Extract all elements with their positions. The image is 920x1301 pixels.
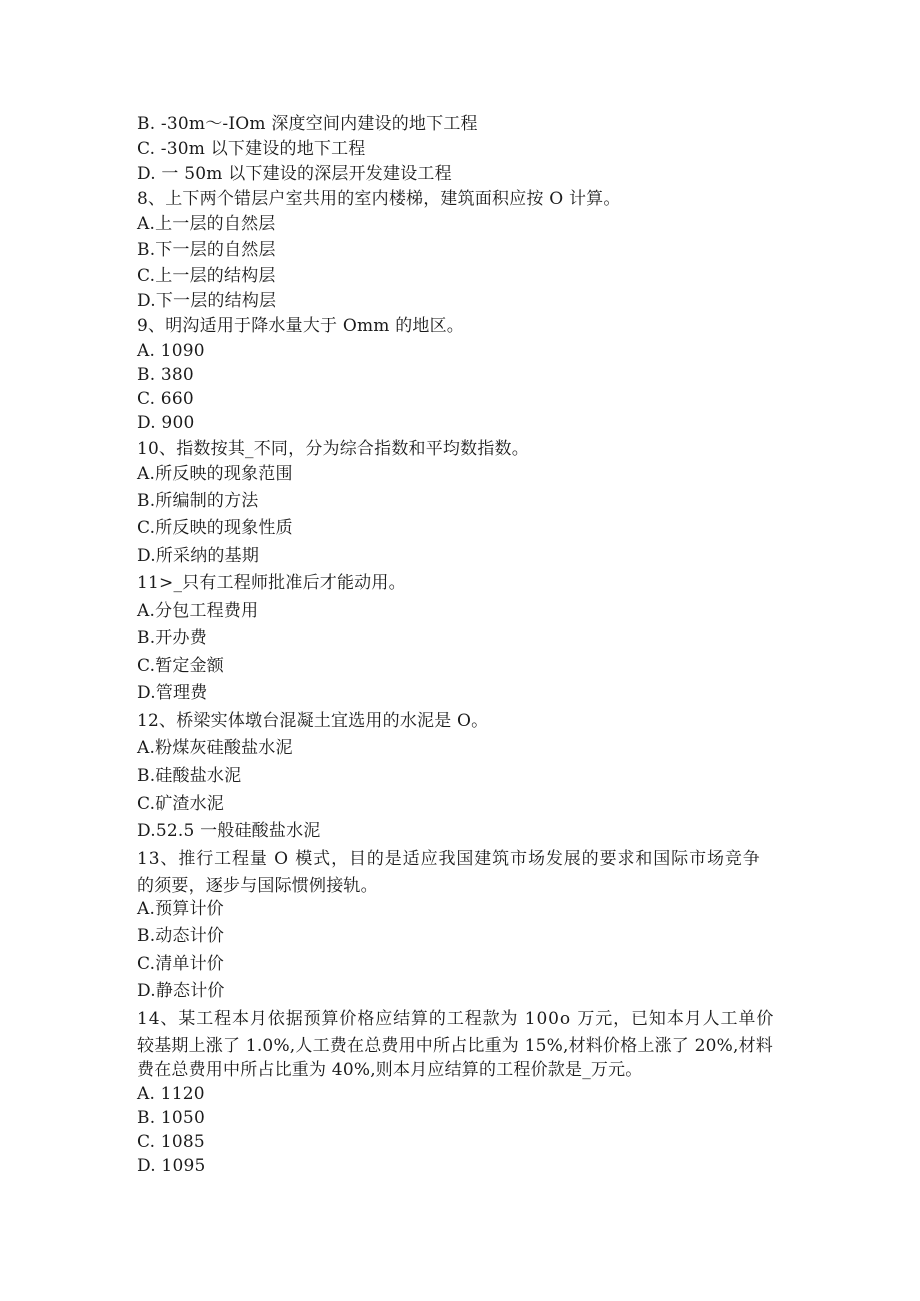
question-12: 12、桥梁实体墩台混凝土宜选用的水泥是 O。 bbox=[137, 711, 489, 731]
option-b-q9: B. 380 bbox=[137, 365, 194, 385]
option-b-q14: B. 1050 bbox=[137, 1108, 205, 1128]
option-a-q8: A.上一层的自然层 bbox=[137, 214, 276, 234]
question-13-line-2: 的须要，逐步与国际惯例接轨。 bbox=[137, 876, 378, 896]
option-a-q9: A. 1090 bbox=[137, 341, 205, 361]
question-9: 9、明沟适用于降水量大于 Omm 的地区。 bbox=[137, 316, 465, 336]
question-11: 11>_只有工程师批准后才能动用。 bbox=[137, 573, 406, 593]
option-d-q11: D.管理费 bbox=[137, 683, 208, 703]
question-14-line-3: 费在总费用中所占比重为 40%,则本月应结算的工程价款是_万元。 bbox=[137, 1060, 643, 1080]
option-c-q8: C.上一层的结构层 bbox=[137, 266, 276, 286]
option-a-q10: A.所反映的现象范围 bbox=[137, 464, 293, 484]
option-c-q7: C. -30m 以下建设的地下工程 bbox=[137, 139, 366, 159]
option-c-q13: C.清单计价 bbox=[137, 954, 225, 974]
option-d-q9: D. 900 bbox=[137, 413, 195, 433]
question-8: 8、上下两个错层户室共用的室内楼梯，建筑面积应按 O 计算。 bbox=[137, 189, 621, 209]
option-d-q7: D. 一 50m 以下建设的深层开发建设工程 bbox=[137, 164, 452, 184]
option-d-q8: D.下一层的结构层 bbox=[137, 291, 277, 311]
option-a-q12: A.粉煤灰硅酸盐水泥 bbox=[137, 738, 293, 758]
question-14-line-2: 较基期上涨了 1.0%,人工费在总费用中所占比重为 15%,材料价格上涨了 20%,材料 bbox=[137, 1036, 773, 1056]
question-13-line-1: 13、推行工程量 O 模式，目的是适应我国建筑市场发展的要求和国际市场竞争 bbox=[137, 849, 761, 869]
option-c-q9: C. 660 bbox=[137, 389, 194, 409]
option-c-q11: C.暂定金额 bbox=[137, 656, 225, 676]
option-a-q13: A.预算计价 bbox=[137, 899, 224, 919]
option-b-q13: B.动态计价 bbox=[137, 926, 225, 946]
option-b-q7: B. -30m～-IOm 深度空间内建设的地下工程 bbox=[137, 114, 478, 134]
option-a-q11: A.分包工程费用 bbox=[137, 601, 259, 621]
option-b-q11: B.开办费 bbox=[137, 628, 207, 648]
option-c-q10: C.所反映的现象性质 bbox=[137, 518, 293, 538]
option-d-q13: D.静态计价 bbox=[137, 981, 225, 1001]
question-14-line-1: 14、某工程本月依据预算价格应结算的工程款为 100o 万元，已知本月人工单价 bbox=[137, 1009, 775, 1029]
option-b-q10: B.所编制的方法 bbox=[137, 491, 259, 511]
question-10: 10、指数按其_不同，分为综合指数和平均数指数。 bbox=[137, 439, 529, 459]
option-c-q12: C.矿渣水泥 bbox=[137, 794, 225, 814]
option-d-q10: D.所采纳的基期 bbox=[137, 546, 260, 566]
option-a-q14: A. 1120 bbox=[137, 1084, 205, 1104]
option-b-q8: B.下一层的自然层 bbox=[137, 240, 276, 260]
option-b-q12: B.硅酸盐水泥 bbox=[137, 766, 242, 786]
option-c-q14: C. 1085 bbox=[137, 1132, 205, 1152]
option-d-q14: D. 1095 bbox=[137, 1156, 206, 1176]
option-d-q12: D.52.5 一般硅酸盐水泥 bbox=[137, 821, 321, 841]
